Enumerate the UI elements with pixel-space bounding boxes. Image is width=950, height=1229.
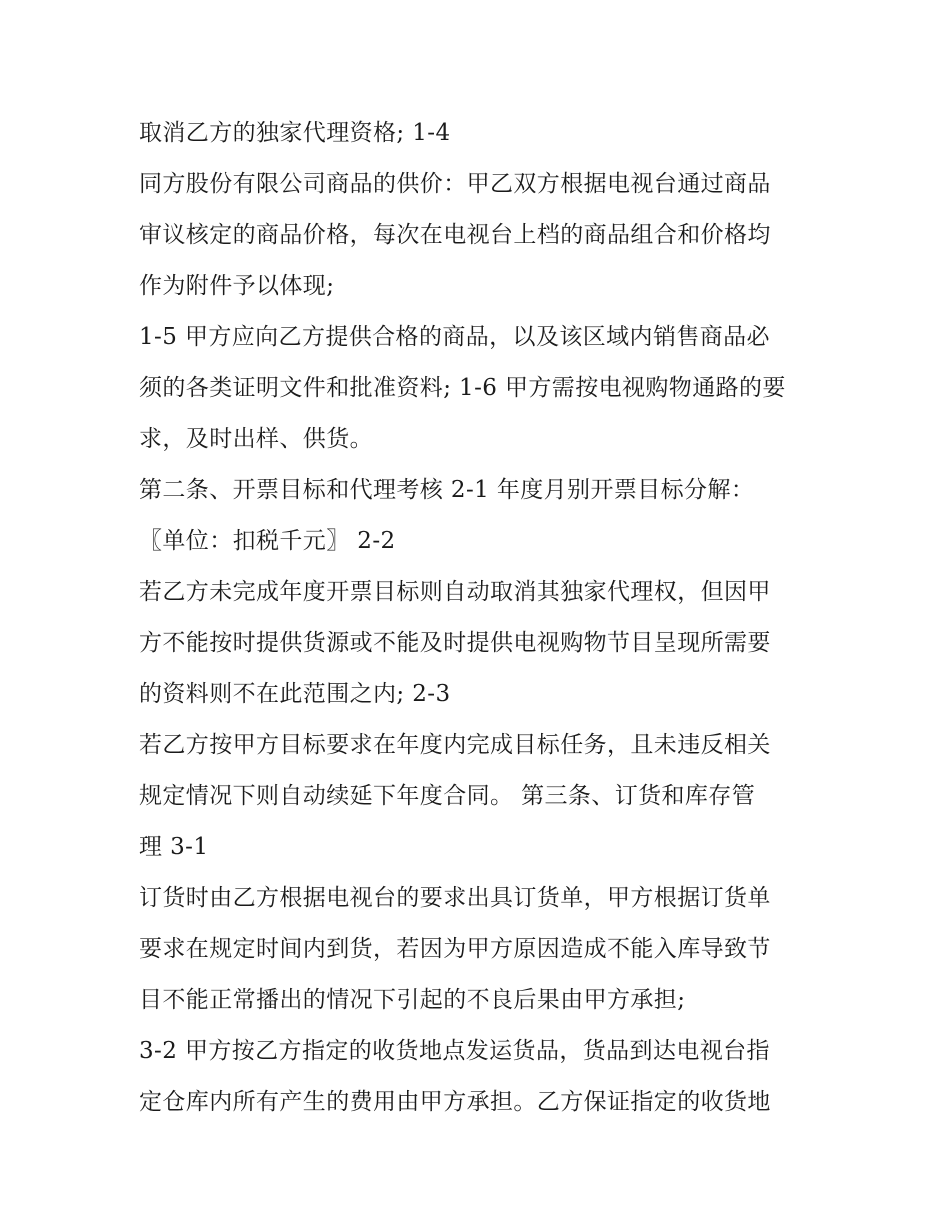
text-line: 要求在规定时间内到货，若因为甲方原因造成不能入库导致节 <box>139 936 771 962</box>
text-line: 理 3-1 <box>139 834 209 860</box>
text-line: 方不能按时提供货源或不能及时提供电视购物节目呈现所需要 <box>139 630 771 656</box>
text-line: 须的各类证明文件和批准资料; 1-6 甲方需按电视购物通路的要 <box>139 375 786 401</box>
text-line: 若乙方按甲方目标要求在年度内完成目标任务，且未违反相关 <box>139 732 771 758</box>
text-line: 3-2 甲方按乙方指定的收货地点发运货品，货品到达电视台指 <box>139 1038 770 1064</box>
text-line: 定仓库内所有产生的费用由甲方承担。乙方保证指定的收货地 <box>139 1089 771 1115</box>
text-line: 的资料则不在此范围之内; 2-3 <box>139 681 451 707</box>
text-line: 〖单位：扣税千元〗 2-2 <box>139 528 396 554</box>
document-body <box>139 108 819 1128</box>
text-line: 审议核定的商品价格，每次在电视台上档的商品组合和价格均 <box>139 222 771 248</box>
text-line: 作为附件予以体现; <box>139 273 335 299</box>
text-line: 同方股份有限公司商品的供价：甲乙双方根据电视台通过商品 <box>139 171 771 197</box>
text-line: 取消乙方的独家代理资格; 1-4 <box>139 120 451 146</box>
text-line: 目不能正常播出的情况下引起的不良后果由甲方承担; <box>139 987 686 1013</box>
text-line: 订货时由乙方根据电视台的要求出具订货单，甲方根据订货单 <box>139 885 771 911</box>
text-line: 若乙方未完成年度开票目标则自动取消其独家代理权，但因甲 <box>139 579 771 605</box>
text-line: 第二条、开票目标和代理考核 2-1 年度月别开票目标分解： <box>139 477 755 503</box>
text-line: 1-5 甲方应向乙方提供合格的商品，以及该区域内销售商品必 <box>139 324 770 350</box>
text-line: 求，及时出样、供货。 <box>139 426 373 452</box>
text-line: 规定情况下则自动续延下年度合同。 第三条、订货和库存管 <box>139 783 756 809</box>
